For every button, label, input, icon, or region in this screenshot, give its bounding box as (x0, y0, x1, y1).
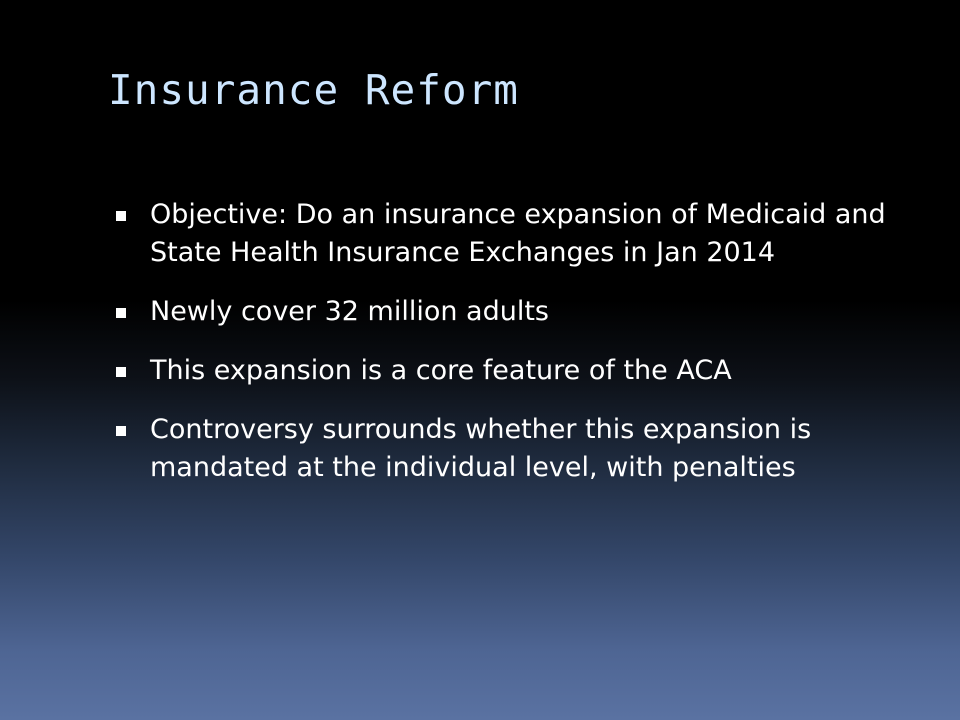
slide-title: Insurance Reform (108, 66, 519, 114)
square-bullet-icon (116, 367, 126, 377)
bullet-text: Objective: Do an insurance expansion of Medicaid and State Health Insurance Exchanges in Jan 2014 (150, 199, 886, 268)
square-bullet-icon (116, 426, 126, 436)
bullet-text: This expansion is a core feature of the ACA (150, 355, 732, 386)
bullet-item-objective (108, 196, 918, 272)
bullet-list (108, 196, 918, 508)
square-bullet-icon (116, 308, 126, 318)
bullet-text: Newly cover 32 million adults (150, 296, 550, 327)
bullet-item-controversy (108, 411, 918, 487)
bullet-item-core-feature (108, 352, 918, 390)
bullet-item-coverage (108, 293, 918, 331)
bullet-text: Controversy surrounds whether this expansion is mandated at the individual level, with penalties (150, 414, 812, 483)
square-bullet-icon (116, 211, 126, 221)
